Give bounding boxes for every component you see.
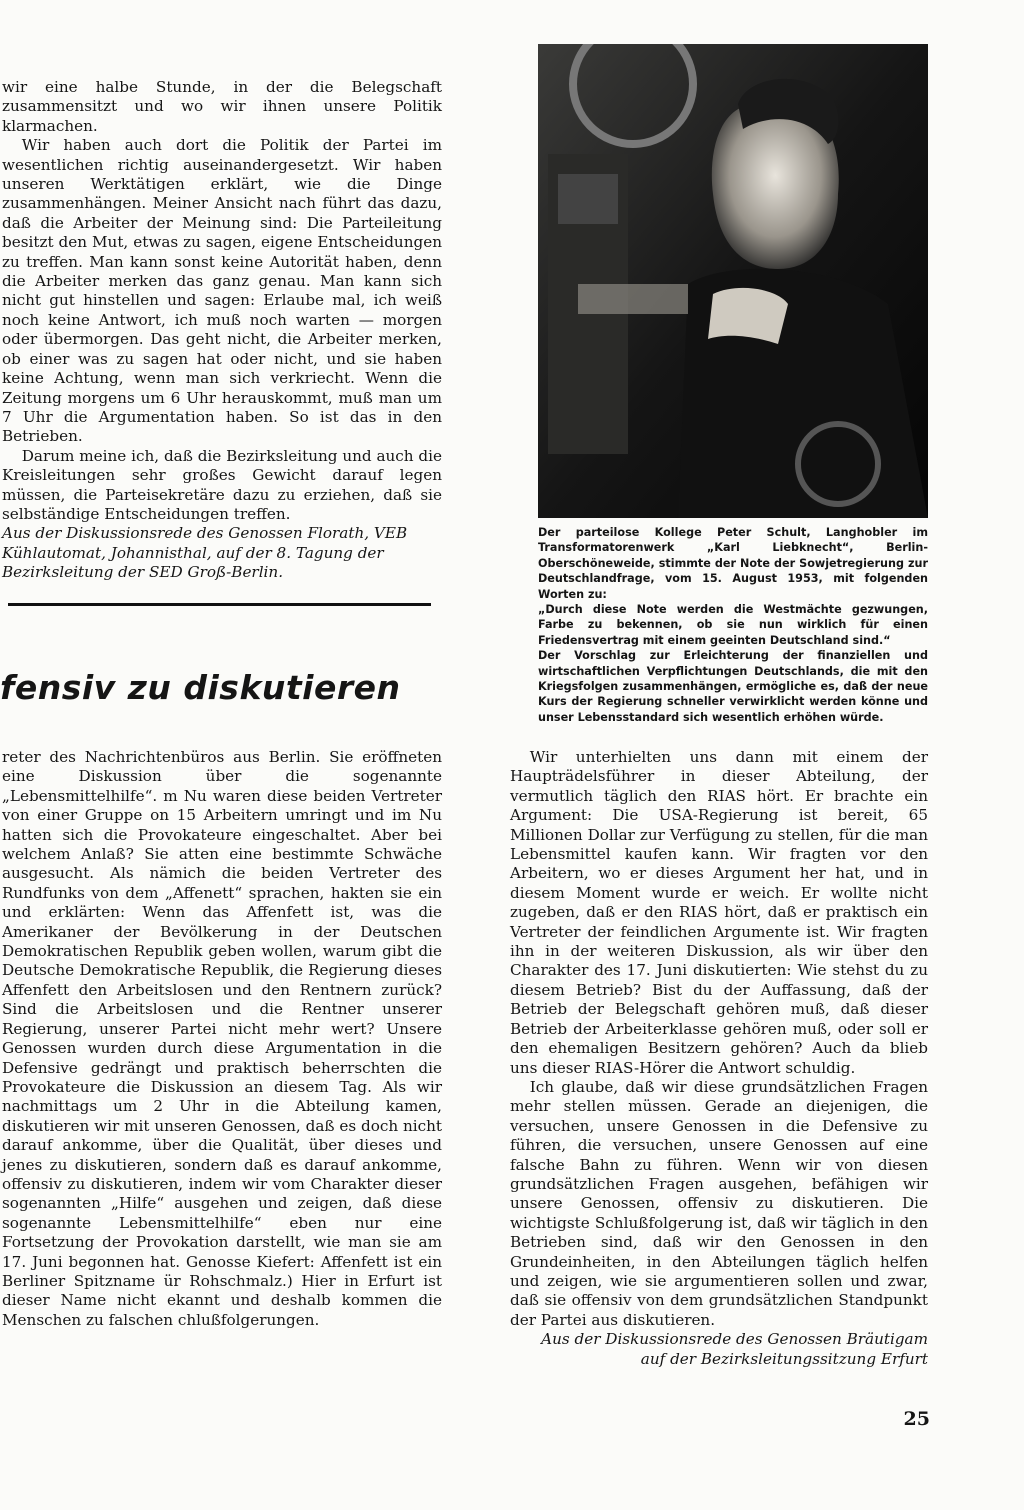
caption-paragraph: Der Vorschlag zur Erleichterung der finanziellen und wirtschaftlichen Verpflichtungen Deutschlands, die mit den Kriegsfolgen zusammenhängen, ermögliche es, daß der neue Kurs der Regierung schneller verwirklicht werden könne und unser Lebensstandard sich wesentlich erhöhen würde.	[538, 649, 928, 724]
bottom-right-column	[510, 748, 928, 1369]
caption-paragraph: Der parteilose Kollege Peter Schult, Langhobler im Transformatorenwerk „Karl Liebknecht“, Berlin-Oberschöneweide, stimmte der Note der Sowjetregierung zur Deutschlandfrage, vom 15. August 1953, mit folgenden Worten zu:	[538, 526, 928, 601]
paragraph: Darum meine ich, daß die Bezirksleitung und auch die Kreisleitungen sehr großes Gewicht darauf legen müssen, die Parteisekretäre dazu zu erziehen, daß sie selbständige Entscheidungen treffen.	[2, 446, 442, 523]
paragraph: wir eine halbe Stunde, in der die Belegschaft zusammensitzt und wo wir ihnen unsere Politik klarmachen.	[2, 78, 442, 135]
section-divider	[8, 603, 431, 606]
worker-photo	[538, 44, 928, 518]
source-attribution: Aus der Diskussionsrede des Genossen Bräutigam	[541, 1330, 928, 1349]
top-left-column	[2, 78, 442, 583]
paragraph: Wir unterhielten uns dann mit einem der Haupträdelsführer in dieser Abteilung, der vermutlich täglich den RIAS hört. Er brachte ein Argument: Die USA-Regierung ist bereit, 65 Millionen Dollar zur Verfügung zu stellen, für die man Lebensmittel kaufen kann. Wir fragten vor den Arbeitern, wo er dieses Argument her hat, und in diesem Moment wurde er weich. Er wollte nicht zugeben, daß er den RIAS hört, daß er praktisch ein Vertreter der feindlichen Argumente ist. Wir fragten ihn in der weiteren Diskussion, als wir über den Charakter des 17. Juni diskutierten: Wie stehst du zu diesem Betrieb? Bist du der Auffassung, daß der Betrieb der Belegschaft gehören muß, daß dieser Betrieb der Arbeiterklasse gehören muß, oder soll er den ehemaligen Besitzern gehören? Auch da blieb uns dieser RIAS-Hörer die Antwort schuldig.	[510, 748, 928, 1077]
source-attribution: Aus der Diskussionsrede des Genossen Florath, VEB Kühlautomat, Johannisthal, auf der 8. Tagung der Bezirksleitung der SED Groß-Berlin.	[2, 524, 408, 582]
source-attribution: auf der Bezirksleitungssitzung Erfurt	[640, 1349, 928, 1368]
paragraph: reter des Nachrichtenbüros aus Berlin. Sie eröffneten eine Diskussion über die sogenannte „Lebensmittelhilfe“. m Nu waren diese beiden Vertreter von einer Gruppe on 15 Arbeitern umringt und im Nu hatten sich die Provokateure eingeschaltet. Aber bei welchem Anlaß? Sie atten eine bestimmte Schwäche ausgesucht. Als nämich die beiden Vertreter des Rundfunks von dem „Affenett“ sprachen, hakten sie ein und erklärten: Wenn das Affenfett ist, was die Amerikaner der Bevölkerung in der Deutschen Demokratischen Republik geben wollen, warum gibt die Deutsche Demokratische Republik, die Regierung dieses Affenfett den Arbeitslosen und den Rentnern zurück? Sind die Arbeitslosen und die Rentner unserer Regierung, unserer Partei nicht mehr wert? Unsere Genossen wurden durch diese Argumentation in die Defensive gedrängt und praktisch beherrschten die Provokateure die Diskussion an diesem Tag. Als wir nachmittags um 2 Uhr in die Abteilung kamen, diskutieren wir mit unseren Genossen, daß es doch nicht darauf ankomme, über die Qualität, über dieses und jenes zu diskutieren, sondern daß es darauf ankomme, offensiv zu diskutieren, indem wir vom Charakter dieser sogenannten „Hilfe“ ausgehen und zeigen, daß diese sogenannte Lebensmittelhilfe“ eben nur eine Fortsetzung der Provokation darstellt, wie man sie am 17. Juni begonnen hat. Genosse Kiefert: Affenfett ist ein Berliner Spitzname ür Rohschmalz.) Hier in Erfurt ist dieser Name nicht ekannt und deshalb kommen die Menschen zu falschen chlußfolgerungen.	[2, 748, 442, 1329]
bottom-left-column	[2, 748, 442, 1330]
section-heading: fensiv zu diskutieren	[0, 668, 401, 707]
page-number: 25	[903, 1408, 930, 1430]
caption-quote: „Durch diese Note werden die Westmächte gezwungen, Farbe zu bekennen, ob sie nun wirklich für einen Friedensvertrag mit einem geeinten Deutschland sind.“	[538, 603, 928, 647]
paragraph: Wir haben auch dort die Politik der Partei im wesentlichen richtig auseinandergesetzt. Wir haben unseren Werktätigen erklärt, wie die Dinge zusammenhängen. Meiner Ansicht nach führt das dazu, daß die Arbeiter der Meinung sind: Die Parteileitung besitzt den Mut, etwas zu sagen, eigene Entscheidungen zu treffen. Man kann sonst keine Autorität haben, denn die Arbeiter merken das ganz genau. Man kann sich nicht gut hinstellen und sagen: Erlaube mal, ich weiß noch keine Antwort, ich muß noch warten — morgen oder übermorgen. Das geht nicht, die Arbeiter merken, ob einer was zu sagen hat oder nicht, und sie haben keine Achtung, wenn man sich verkriecht. Wenn die Zeitung morgens um 6 Uhr herauskommt, muß man um 7 Uhr die Argumentation haben. So ist das in den Betrieben.	[2, 136, 442, 446]
photo-caption	[538, 525, 928, 725]
paragraph: Ich glaube, daß wir diese grundsätzlichen Fragen mehr stellen müssen. Gerade an diejenigen, die versuchen, unsere Genossen in die Defensive zu führen, die versuchen, unsere Genossen auf eine falsche Bahn zu führen. Wenn wir von diesen grundsätzlichen Fragen ausgehen, befähigen wir unsere Genossen, offensiv zu diskutieren. Die wichtigste Schlußfolgerung ist, daß wir täglich in den Betrieben sind, daß wir den Genossen in den Grundeinheiten, in den Abteilungen täglich helfen und zeigen, wie sie argumentieren sollen und zwar, daß sie offensiv von dem grundsätzlichen Standpunkt der Partei aus diskutieren.	[510, 1077, 928, 1329]
